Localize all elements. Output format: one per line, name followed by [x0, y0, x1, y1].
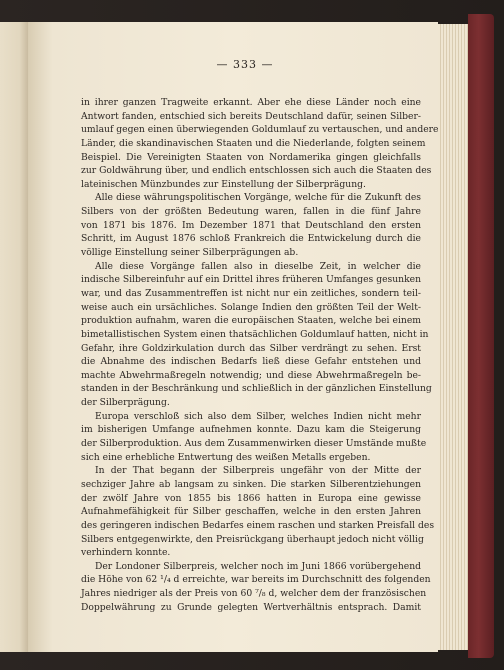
text-line: sich eine erhebliche Entwertung des weißen Metalls ergeben. — [81, 451, 371, 463]
text-line: Beispiel. Die Vereinigten Staaten von Nordamerika gingen gleichfalls — [81, 151, 421, 163]
text-line: Alle diese Vorgänge fallen also in dieselbe Zeit, in welcher die — [95, 260, 421, 272]
text-line: weise auch ein ursächliches. Solange Indien den größten Teil der Welt- — [81, 301, 421, 313]
text-line: der zwölf Jahre von 1855 bis 1866 hatten in Europa eine gewisse — [81, 492, 421, 504]
text-line: war, und das Zusammentreffen ist nicht nur ein zeitliches, sondern teil- — [81, 287, 421, 299]
text-line: produktion aufnahm, waren die europäischen Staaten, welche bei einem — [81, 315, 421, 327]
text-line: Doppelwährung zu Grunde gelegten Wertverhältnis entsprach. Damit — [81, 601, 421, 613]
text-line: lateinischen Münzbundes zur Einstellung der Silberprägung. — [81, 178, 366, 190]
text-line: Der Londoner Silberpreis, welcher noch im Juni 1866 vorübergehend — [95, 560, 421, 572]
text-line: der Silberprägung. — [81, 397, 170, 409]
text-line: Jahres niedriger als der Preis von 60 ⁷/₈ d, welcher dem der französischen — [81, 588, 427, 600]
text-line: Schritt, im August 1876 schloß Frankreich die Entwickelung durch die — [81, 233, 421, 245]
page-fore-edge — [438, 24, 468, 650]
page-number: — 333 — — [216, 58, 274, 71]
text-line: der Silberproduktion. Aus dem Zusammenwirken dieser Umstände mußte — [81, 438, 427, 450]
text-line: von 1871 bis 1876. Im Dezember 1871 that Deutschland den ersten — [81, 219, 421, 231]
text-line: zur Goldwährung über, und endlich entschlossen sich auch die Staaten des — [81, 165, 432, 177]
text-line: indische Silbereinfuhr auf ein Drittel ihres früheren Umfanges gesunken — [81, 274, 421, 286]
text-line: die Abnahme des indischen Bedarfs ließ diese Gefahr entstehen und — [81, 356, 421, 368]
text-line: Länder, die skandinavischen Staaten und die Niederlande, folgten seinem — [81, 137, 426, 149]
text-line: verhindern konnte. — [81, 547, 171, 559]
text-line: sechziger Jahre ab langsam zu sinken. Die starken Silberentziehungen — [81, 478, 421, 490]
text-line: in ihrer ganzen Tragweite erkannt. Aber ehe diese Länder noch eine — [81, 97, 421, 108]
text-line: völlige Einstellung seiner Silberprägungen ab. — [81, 247, 299, 259]
text-line: im bisherigen Umfange aufnehmen konnte. Dazu kam die Steigerung — [81, 424, 421, 436]
text-line: umlauf gegen einen überwiegenden Goldumlauf zu vertauschen, und andere — [81, 124, 439, 136]
text-line: des geringeren indischen Bedarfes einem raschen und starken Preisfall des — [81, 519, 435, 531]
text-line: Gefahr, ihre Goldzirkulation durch das Silber verdrängt zu sehen. Erst — [81, 342, 421, 354]
text-line: Antwort fanden, entschied sich bereits Deutschland dafür, seinen Silber- — [81, 110, 421, 122]
text-line: Europa verschloß sich also dem Silber, welches Indien nicht mehr — [95, 410, 421, 422]
text-line: machte Abwehrmaßregeln notwendig; und diese Abwehrmaßregeln be- — [81, 369, 421, 381]
text-line: Silbers von der größten Bedeutung waren, fallen in die fünf Jahre — [81, 206, 421, 218]
text-line: standen in der Beschränkung und schließlich in der gänzlichen Einstellung — [81, 383, 432, 395]
text-line: die Höhe von 62 ¹/₄ d erreichte, war bereits im Durchschnitt des folgenden — [81, 574, 431, 586]
book-cover — [468, 14, 494, 658]
facing-page-edge — [0, 22, 28, 652]
text-line: Alle diese währungspolitischen Vorgänge, welche für die Zukunft des — [95, 192, 421, 204]
text-line: Aufnahmefähigkeit für Silber geschaffen, welche in den ersten Jahren — [81, 506, 421, 518]
text-line: In der That begann der Silberpreis ungefähr von der Mitte der — [95, 465, 421, 477]
text-line: bimetallistischen System einen thatsächlichen Goldumlauf hatten, nicht in — [81, 328, 429, 340]
text-line: Silbers entgegenwirkte, den Preisrückgang überhaupt jedoch nicht völlig — [81, 533, 424, 545]
body-text — [81, 96, 439, 614]
